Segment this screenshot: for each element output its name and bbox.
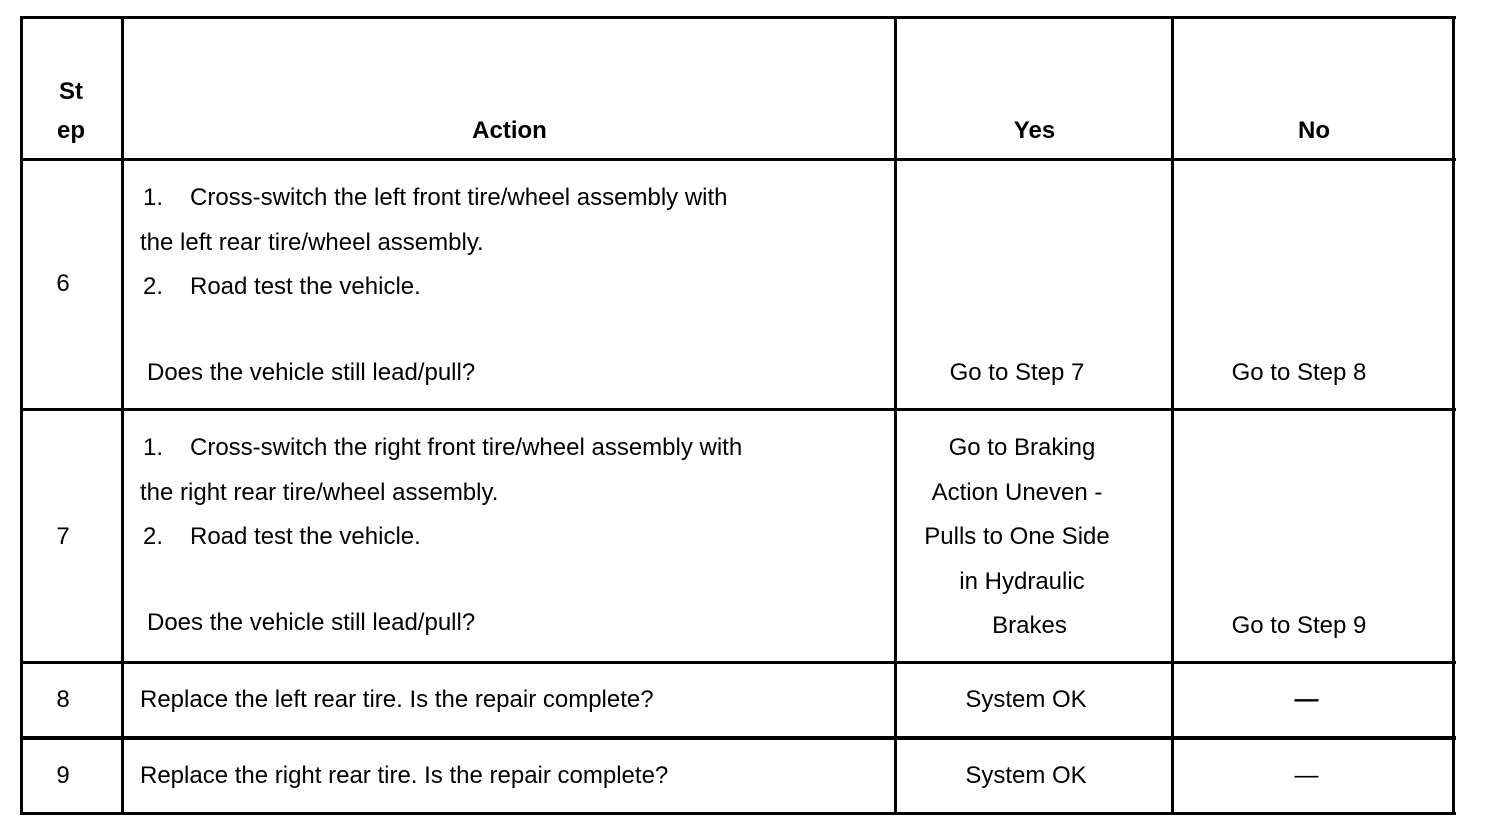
item-number: 1.: [143, 434, 164, 461]
no-result: Go to Step 9: [1231, 612, 1367, 639]
header-no: No: [1298, 117, 1330, 144]
yes-result-line: Go to Braking: [948, 434, 1096, 461]
step-number: 8: [56, 686, 70, 713]
yes-result-line: Action Uneven -: [931, 479, 1103, 506]
yes-result: Go to Step 7: [949, 359, 1085, 386]
action-question: Does the vehicle still lead/pull?: [147, 609, 476, 636]
no-result: Go to Step 8: [1231, 359, 1367, 386]
action-item: [143, 522, 421, 552]
item-number: 2.: [143, 273, 164, 300]
item-text: Road test the vehicle.: [190, 273, 421, 300]
action-item: [143, 183, 728, 213]
header-action: Action: [472, 117, 547, 144]
step-number: 7: [56, 523, 70, 550]
action-item-cont: the right rear tire/wheel assembly.: [140, 479, 499, 506]
action-question: Does the vehicle still lead/pull?: [147, 359, 476, 386]
step-number: 6: [56, 270, 70, 297]
table-border-top: [20, 16, 1456, 19]
table-border-bottom: [20, 812, 1456, 815]
item-number: 1.: [143, 184, 164, 211]
row-divider: [20, 736, 1456, 740]
action-item: [143, 272, 421, 302]
item-number: 2.: [143, 523, 164, 550]
action-text: Replace the right rear tire. Is the repair complete?: [140, 762, 669, 789]
row-divider: [20, 661, 1456, 664]
action-text: Replace the left rear tire. Is the repair complete?: [140, 686, 654, 713]
yes-result: System OK: [965, 686, 1087, 713]
row-divider: [20, 408, 1456, 411]
row-divider: [20, 158, 1456, 161]
yes-result-line: Pulls to One Side: [924, 523, 1110, 550]
step-number: 9: [56, 762, 70, 789]
action-item: [143, 433, 742, 463]
header-yes: Yes: [1013, 117, 1056, 144]
header-step: St: [59, 78, 83, 105]
item-text: Cross-switch the right front tire/wheel assembly with: [190, 434, 743, 461]
item-text: Cross-switch the left front tire/wheel assembly with: [190, 184, 728, 211]
no-result: —: [1294, 762, 1319, 789]
item-text: Road test the vehicle.: [190, 523, 421, 550]
no-result: —: [1294, 686, 1319, 713]
yes-result: System OK: [965, 762, 1087, 789]
header-step: ep: [56, 117, 85, 144]
yes-result-line: in Hydraulic: [959, 568, 1085, 595]
action-item-cont: the left rear tire/wheel assembly.: [140, 229, 484, 256]
yes-result-line: Brakes: [992, 612, 1067, 639]
